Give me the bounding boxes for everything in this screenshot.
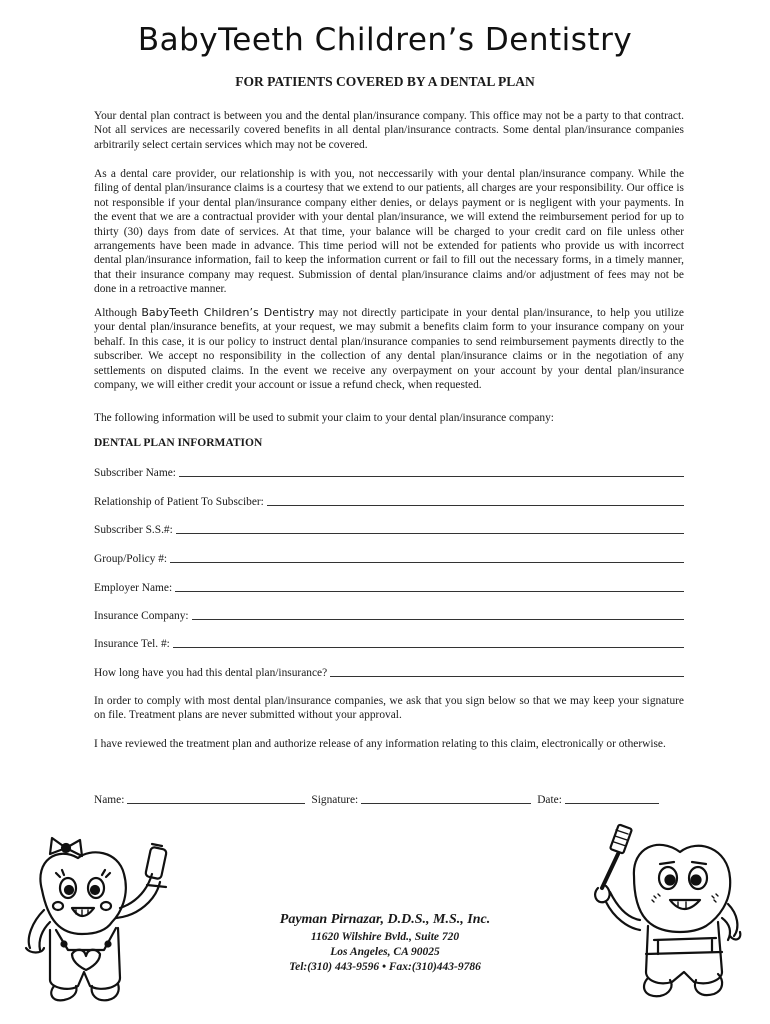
doctor-name: Payman Pirnazar, D.D.S., M.S., Inc. bbox=[279, 912, 491, 927]
relationship-field[interactable] bbox=[94, 495, 684, 508]
signature-row bbox=[94, 793, 684, 806]
field-label: Subscriber S.S.#: bbox=[94, 524, 173, 536]
field-label: Insurance Tel. #: bbox=[94, 638, 170, 650]
name-line[interactable] bbox=[127, 793, 305, 804]
paragraph-signature-request: In order to comply with most dental plan/insurance companies, we ask that you sign below so that we may keep your signature on file. Treatment plans are never submitted without your approval. bbox=[94, 695, 684, 722]
signature-line[interactable] bbox=[361, 793, 531, 804]
subscriber-ss-field[interactable] bbox=[94, 523, 684, 536]
practice-name-title: BabyTeeth Children’s Dentistry bbox=[137, 22, 633, 58]
name-label: Name: bbox=[94, 794, 125, 806]
paragraph-authorization: I have reviewed the treatment plan and authorize release of any information relating to this claim, electronically or otherwise. bbox=[94, 738, 666, 750]
paragraph-plan-contract: Your dental plan contract is between you and the dental plan/insurance company. This office may not be a party to that contract. Not all services are necessarily covered benefits in all dental plan/insurance contracts. Some dental plan/insurance companies arbitrarily select certain services which may not be covered. bbox=[94, 110, 684, 151]
section-heading-dental-plan: DENTAL PLAN INFORMATION bbox=[94, 437, 263, 449]
field-label: Relationship of Patient To Subsciber: bbox=[94, 496, 264, 508]
blank-line[interactable] bbox=[173, 637, 684, 648]
group-policy-field[interactable] bbox=[94, 552, 684, 565]
paragraph-info-usage: The following information will be used to submit your claim to your dental plan/insurance company: bbox=[94, 412, 554, 424]
employer-name-field[interactable] bbox=[94, 581, 684, 594]
paragraph-prefix: Although bbox=[94, 307, 138, 319]
signature-label: Signature: bbox=[311, 794, 359, 806]
paragraph-body: may not directly participate in your dental plan/insurance, to help you utilize your dental plan/insurance benefits, at your request, we may submit a benefits claim form to your insurance company on your behalf. In this case, it is our policy to instruct dental plan/insurance companies to send reimbursement payments directly to the subscriber. We accept no responsibility in the collection of any dental plan/insurance claims or in the negotiation of any settlements on disputed claims. In the event we receive any overpayment on your account by your dental plan/insurance company, we will either credit your account or issue a refund check, when requested. bbox=[94, 307, 684, 392]
blank-line[interactable] bbox=[175, 581, 684, 592]
blank-line[interactable] bbox=[170, 552, 684, 563]
blank-line[interactable] bbox=[179, 466, 684, 477]
plan-duration-field[interactable] bbox=[94, 666, 684, 679]
blank-line[interactable] bbox=[267, 495, 684, 506]
field-label: Group/Policy #: bbox=[94, 553, 168, 565]
address-line-2: Los Angeles, CA 90025 bbox=[330, 946, 440, 958]
tooth-boy-toothbrush-mascot-icon bbox=[588, 822, 753, 1007]
blank-line[interactable] bbox=[192, 609, 684, 620]
date-line[interactable] bbox=[565, 793, 659, 804]
inline-practice-name: BabyTeeth Children’s Dentistry bbox=[141, 306, 315, 319]
paragraph-relationship: As a dental care provider, our relationship is with you, not neccessarily with your dental plan/insurance company. While the filing of dental plan/insurance claims is a courtesy that we extend to our patients, all charges are your responsibility. Our office is not responsible if your dental plan/insurance company either denies, or delays payment or is negligent with your payments. In the event that we are a contractual provider with your dental plan/insurance, we will extend the reimbursement period for up to thirty (30) days from date of services. At that time, your balance will be charged to your credit card on file unless other arrangements have been made in advance. This time period will not be extended for patients who provide us with incorrect dental plan/insurance information, fail to keep the information current or fail to fill out the necessary forms, in a timely manner, that their insurance company may request. Submission of dental plan/insurance claims and/or adjustment of fees may not be done in a retroactive manner. bbox=[94, 168, 684, 296]
insurance-tel-field[interactable] bbox=[94, 637, 684, 650]
form-title: FOR PATIENTS COVERED BY A DENTAL PLAN bbox=[235, 74, 535, 89]
blank-line[interactable] bbox=[176, 523, 684, 534]
field-label: Insurance Company: bbox=[94, 610, 189, 622]
paragraph-claim-submission bbox=[94, 306, 684, 392]
field-label: How long have you had this dental plan/insurance? bbox=[94, 667, 328, 679]
phone-fax: Tel:(310) 443-9596 • Fax:(310)443-9786 bbox=[289, 961, 481, 973]
blank-line[interactable] bbox=[330, 666, 684, 677]
subscriber-name-field[interactable] bbox=[94, 466, 684, 479]
insurance-company-field[interactable] bbox=[94, 609, 684, 622]
date-label: Date: bbox=[537, 794, 562, 806]
field-label: Employer Name: bbox=[94, 582, 173, 594]
tooth-girl-mascot-icon bbox=[20, 830, 190, 1005]
address-line-1: 11620 Wilshire Bvld., Suite 720 bbox=[310, 931, 460, 943]
field-label: Subscriber Name: bbox=[94, 467, 176, 479]
